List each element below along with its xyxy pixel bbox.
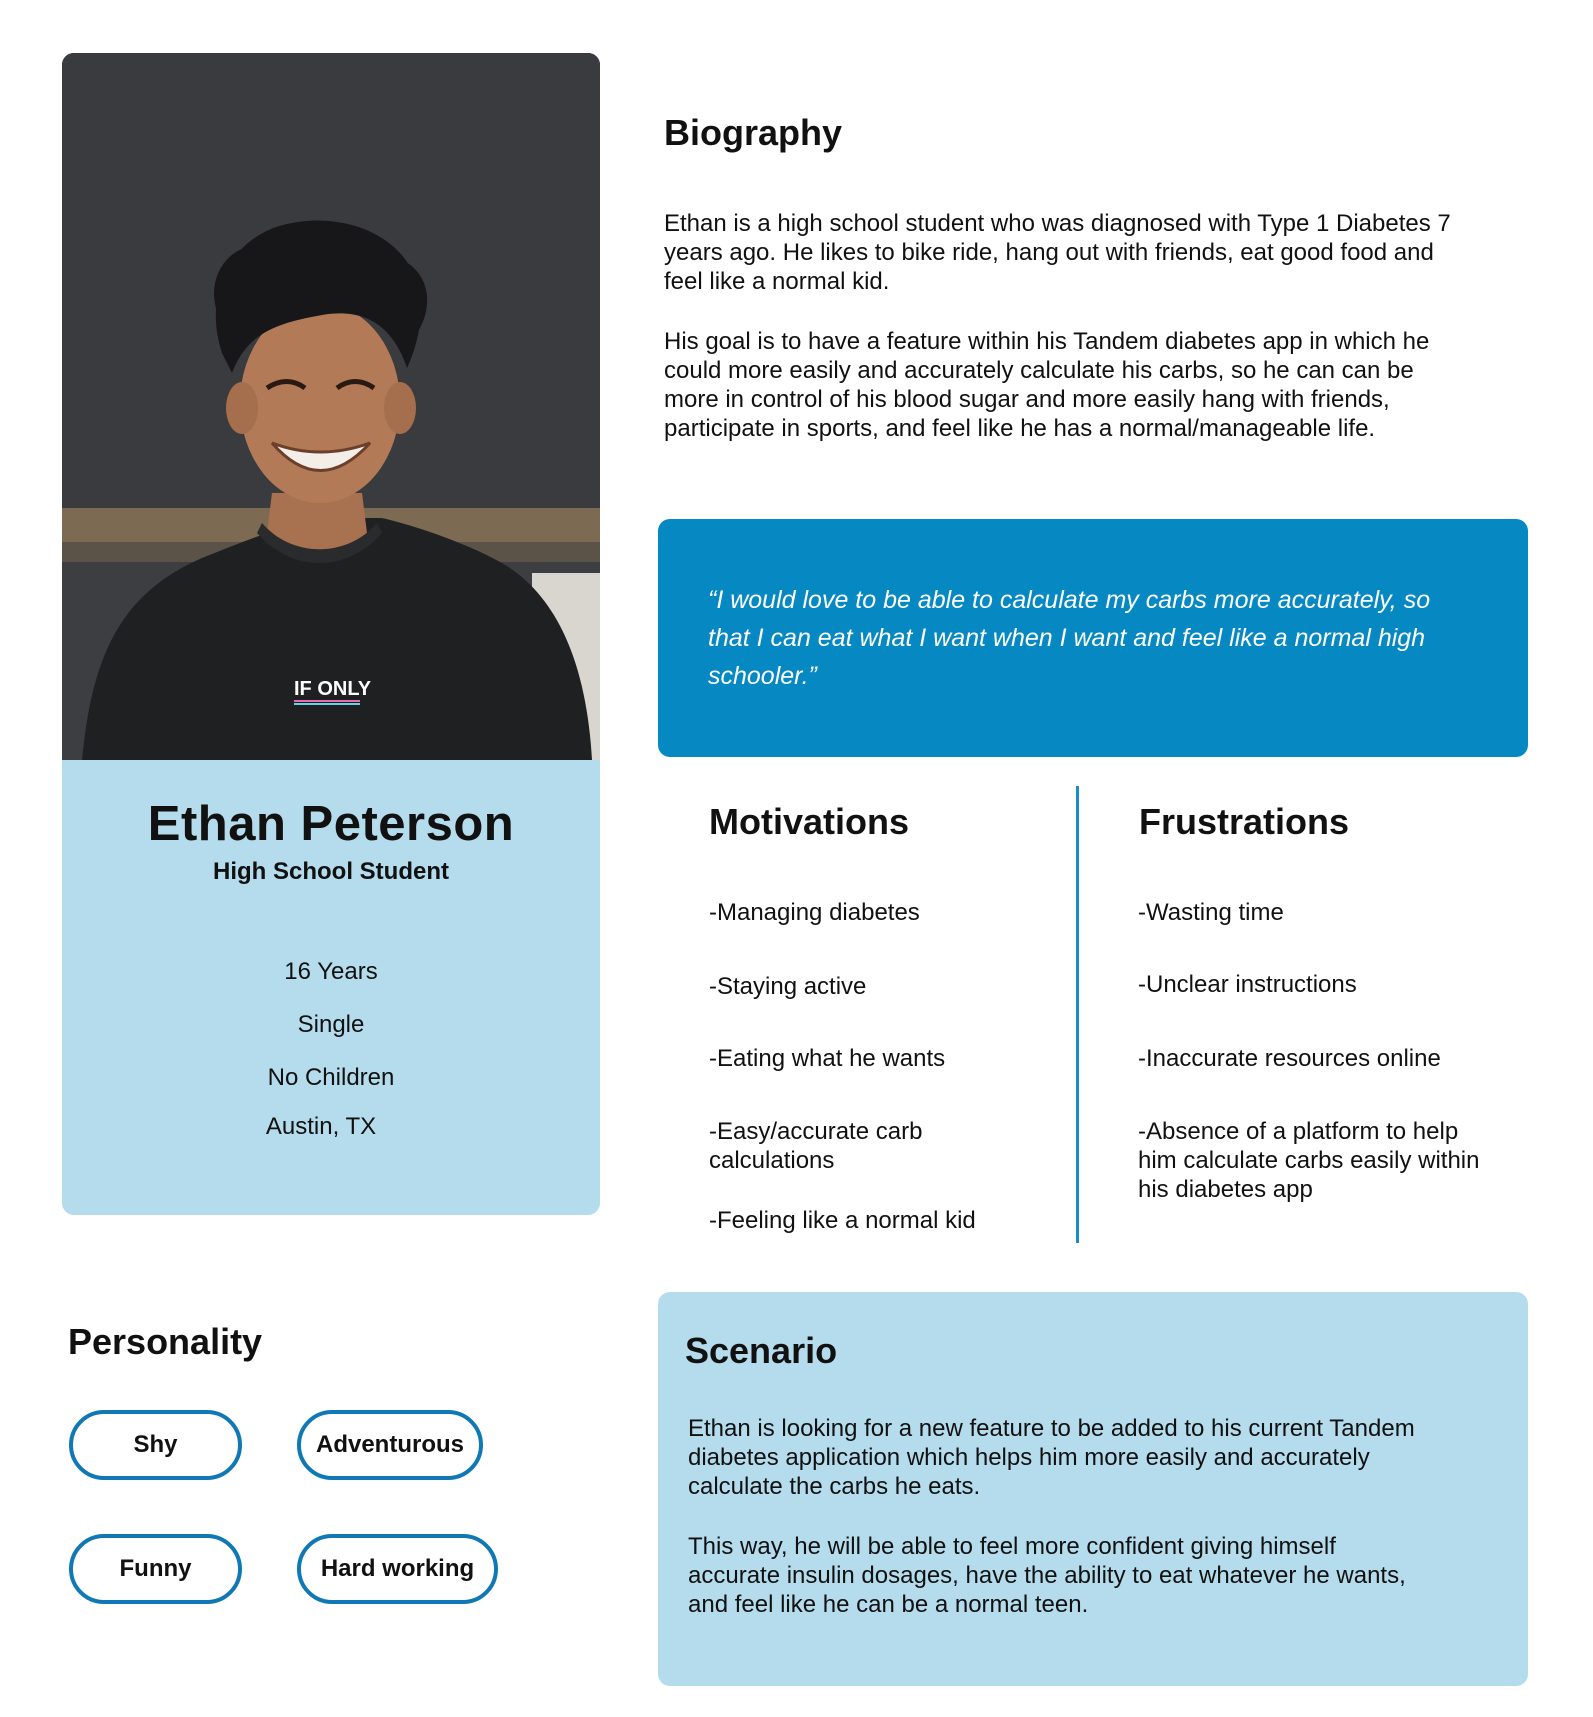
motivation-item	[709, 1044, 945, 1073]
frustration-item	[1138, 970, 1357, 999]
quote-text	[708, 581, 1488, 695]
trait-pill-adventurous: Adventurous	[297, 1410, 483, 1480]
fact-children: No Children	[267, 1064, 395, 1091]
quote-line: that I can eat what I want when I want and feel like a normal high	[708, 624, 1426, 652]
motivation-item	[709, 898, 920, 927]
motivation-line: -Staying active	[709, 973, 867, 1000]
trait-pill-hard-working: Hard working	[297, 1534, 498, 1604]
fact-location: Austin, TX	[265, 1113, 377, 1140]
scenario-line: This way, he will be able to feel more confident giving himself	[688, 1533, 1336, 1560]
motivation-line: -Easy/accurate carb	[709, 1118, 923, 1145]
persona-name: Ethan Peterson	[147, 797, 515, 851]
profile-photo	[62, 53, 600, 760]
bio-line: participate in sports, and feel like he has a normal/manageable life.	[664, 415, 1376, 442]
scenario-line: accurate insulin dosages, have the ability to eat whatever he wants,	[688, 1562, 1406, 1589]
scenario-line: Ethan is looking for a new feature to be added to his current Tandem	[688, 1415, 1415, 1442]
motivation-item	[709, 1117, 922, 1175]
biography-paragraph-2	[664, 327, 1544, 443]
shirt-text: IF ONLY	[294, 678, 372, 700]
fact-relationship: Single	[297, 1011, 365, 1038]
bio-line: feel like a normal kid.	[664, 268, 890, 295]
motivation-line: -Feeling like a normal kid	[709, 1207, 976, 1234]
bio-line: years ago. He likes to bike ride, hang out with friends, eat good food and	[664, 239, 1434, 266]
motivations-heading: Motivations	[709, 801, 910, 842]
bio-line: His goal is to have a feature within his Tandem diabetes app in which he	[664, 328, 1430, 355]
motivation-item	[709, 1206, 976, 1235]
frustration-line: him calculate carbs easily within	[1138, 1147, 1480, 1174]
biography-heading: Biography	[664, 112, 843, 153]
biography-paragraph-1	[664, 209, 1544, 296]
profile-photo-illustration	[62, 53, 600, 760]
frustration-line: -Absence of a platform to help	[1138, 1118, 1459, 1145]
scenario-line: and feel like he can be a normal teen.	[688, 1591, 1089, 1618]
frustration-item	[1138, 898, 1284, 927]
bio-line: could more easily and accurately calculate his carbs, so he can can be	[664, 357, 1414, 384]
scenario-paragraph-1	[688, 1414, 1508, 1501]
profile-card	[62, 760, 600, 1215]
motivation-item	[709, 972, 866, 1001]
bio-line: more in control of his blood sugar and more easily hang with friends,	[664, 386, 1390, 413]
scenario-box	[658, 1292, 1528, 1686]
fact-age: 16 Years	[284, 958, 378, 985]
scenario-paragraph-2	[688, 1532, 1508, 1619]
motivation-line: -Managing diabetes	[709, 899, 920, 926]
quote-line: schooler.”	[708, 662, 817, 690]
personality-heading: Personality	[68, 1321, 263, 1362]
motivation-line: calculations	[709, 1147, 835, 1174]
scenario-line: diabetes application which helps him more easily and accurately	[688, 1444, 1370, 1471]
frustrations-heading: Frustrations	[1139, 801, 1350, 842]
trait-pill-funny: Funny	[69, 1534, 242, 1604]
quote-box	[658, 519, 1528, 757]
frustration-line: -Unclear instructions	[1138, 971, 1357, 998]
frustration-item	[1138, 1117, 1479, 1204]
column-divider	[1076, 786, 1079, 1243]
trait-pill-shy: Shy	[69, 1410, 242, 1480]
scenario-heading: Scenario	[685, 1330, 838, 1371]
frustration-item	[1138, 1044, 1441, 1073]
frustration-line: his diabetes app	[1138, 1176, 1313, 1203]
quote-line: “I would love to be able to calculate my carbs more accurately, so	[708, 586, 1431, 614]
persona-role: High School Student	[213, 858, 449, 885]
motivation-line: -Eating what he wants	[709, 1045, 946, 1072]
bio-line: Ethan is a high school student who was diagnosed with Type 1 Diabetes 7	[664, 210, 1451, 237]
scenario-line: calculate the carbs he eats.	[688, 1473, 981, 1500]
frustration-line: -Wasting time	[1138, 899, 1284, 926]
frustration-line: -Inaccurate resources online	[1138, 1045, 1441, 1072]
